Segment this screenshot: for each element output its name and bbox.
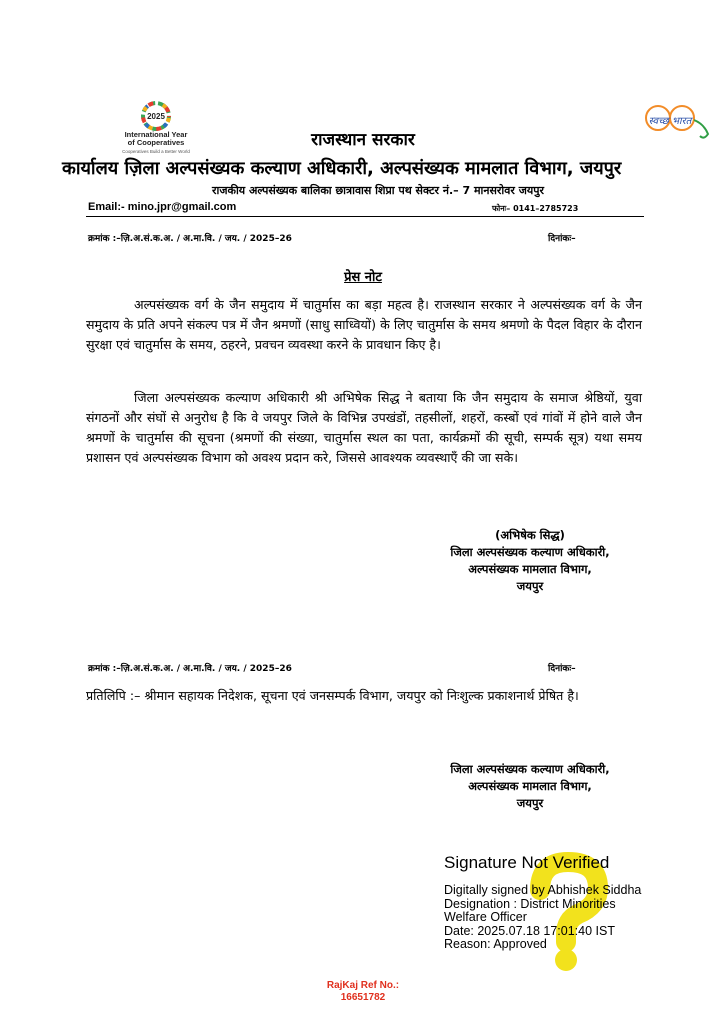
- signature-status: Signature Not Verified: [444, 853, 610, 872]
- signature-block-1: [420, 527, 640, 595]
- office-email: Email:- mino.jpr@gmail.com: [88, 201, 237, 213]
- rajkaj-ref-label: RajKaj Ref No.:: [326, 980, 400, 991]
- signer-designation-cont: Welfare Officer: [444, 910, 527, 924]
- signatory-department-2: अल्पसंख्यक मामलात विभाग,: [468, 779, 592, 793]
- swachh-text: स्वच्छ भारत: [648, 116, 692, 127]
- signatory-department: अल्पसंख्यक मामलात विभाग,: [468, 562, 592, 576]
- paragraph-1: अल्पसंख्यक वर्ग के जैन समुदाय में चातुर्मास का बड़ा महत्व है। राजस्थान सरकार ने अल्पसंख्यक वर्ग के जैन समुदाय के प्रति अपने संकल्प पत्र में जैन श्रमणों (साधु साध्वियों) के लिए चातुर्मास के समय श्रमणो के पैदल विहार के दौरान सुरक्षा एवं चातुर्मास के समय, ठहरने, प्रवचन व्यवस्था करने के प्रावधान किए है।: [86, 297, 642, 352]
- logo-year: 2025: [147, 112, 165, 121]
- header-divider: [86, 216, 644, 217]
- logo-line-1: International Year: [124, 130, 188, 139]
- logo-tagline: Cooperatives Build a Better World: [122, 149, 190, 154]
- signatory-designation: जिला अल्पसंख्यक कल्याण अधिकारी,: [450, 545, 610, 559]
- reference-number-2: क्रमांक :–ज़ि.अ.सं.क.अ. / अ.मा.वि. / जय. / 2025–26: [88, 664, 292, 674]
- office-address: राजकीय अल्पसंख्यक बालिका छात्रावास शिप्रा पथ सेक्टर नं.– 7 मानसरोवर जयपुर: [211, 184, 544, 197]
- government-heading: राजस्थान सरकार: [311, 130, 415, 150]
- signatory-name: (अभिषेक सिद्ध): [495, 528, 565, 542]
- copy-to-paragraph: प्रतिलिपि :– श्रीमान सहायक निदेशक, सूचना एवं जनसम्पर्क विभाग, जयपुर को निःशुल्क प्रकाशनार्थ प्रेषित है।: [86, 688, 579, 703]
- paragraph-2: जिला अल्पसंख्यक कल्याण अधिकारी श्री अभिषेक सिद्ध ने बताया कि जैन समुदाय के समाज श्रेष्ठियों, युवा संगठनों और संघों से अनुरोध है कि वे जयपुर जिले के विभिन्न उपखंडों, तहसीलों, शहरों, कस्बों एवं गांवों में होने वाले जैन श्रमणों के चातुर्मास की सूचना (श्रमणों की संख्या, चातुर्मास स्थल का पता, कार्यक्रमों की सूची, सम्पर्क सूत्र) यथा समय प्रशासन एवं अल्पसंख्यक विभाग को अवश्य प्रदान करे, जिससे आवश्यक व्यवस्थाएँ की जा सके।: [86, 390, 642, 465]
- rajkaj-reference: [300, 980, 426, 1004]
- signature-reason: Reason: Approved: [444, 937, 547, 951]
- signature-verification-block: [444, 853, 704, 952]
- reference-number-1: क्रमांक :–ज़ि.अ.सं.क.अ. / अ.मा.वि. / जय. / 2025–26: [88, 234, 292, 244]
- logo-line-2: of Cooperatives: [127, 138, 185, 147]
- signer-designation: Designation : District Minorities: [444, 896, 616, 911]
- signatory-designation-2: जिला अल्पसंख्यक कल्याण अधिकारी,: [450, 762, 610, 776]
- signature-block-2: [420, 761, 640, 812]
- signatory-city-2: जयपुर: [516, 796, 544, 810]
- date-label-1: दिनांकः–: [548, 234, 576, 244]
- rajkaj-ref-number: 16651782: [340, 992, 386, 1003]
- office-heading: कार्यालय ज़िला अल्पसंख्यक कल्याण अधिकारी, अल्पसंख्यक मामलात विभाग, जयपुर: [62, 158, 622, 179]
- office-phone: फोनः– 0141–2785723: [492, 204, 579, 213]
- signatory-city: जयपुर: [516, 579, 544, 593]
- signature-date: Date: 2025.07.18 17:01:40 IST: [444, 923, 615, 938]
- press-note-title: [0, 266, 726, 285]
- date-label-2: दिनांकः–: [548, 664, 576, 674]
- signed-by: Digitally signed by Abhishek Siddha: [444, 883, 642, 897]
- press-note-title-text: प्रेस नोट: [344, 270, 382, 285]
